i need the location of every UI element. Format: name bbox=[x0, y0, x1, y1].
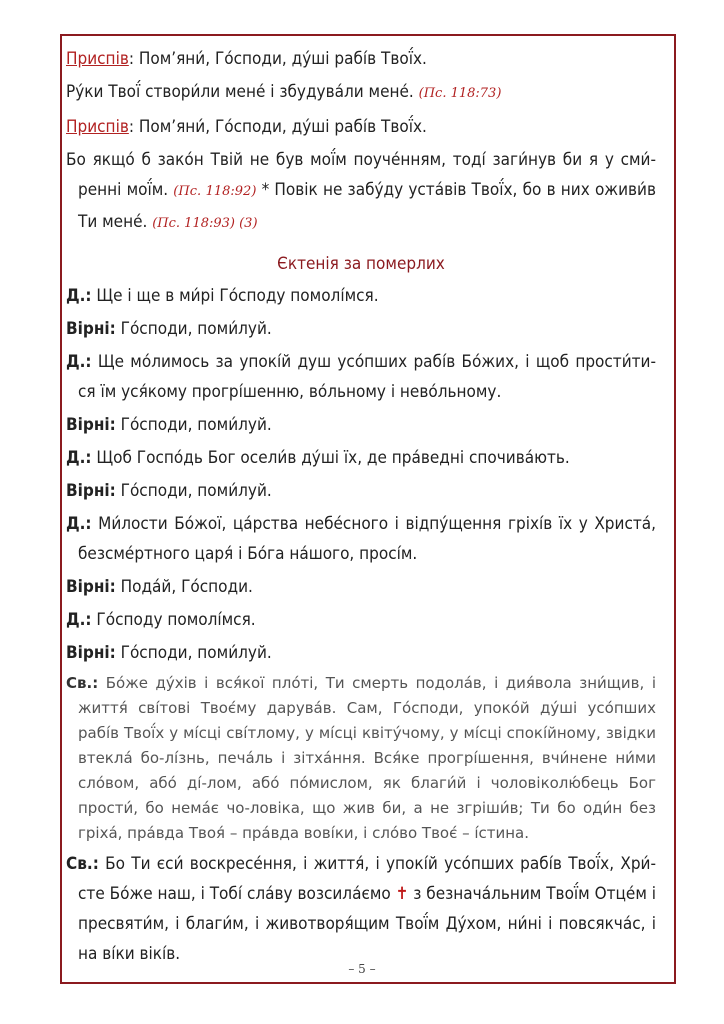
refrain-label: Приспів bbox=[66, 117, 129, 137]
prayer-text: Бо́же ду́хів і вся́кої пло́ті, Ти смерть подола́в, і дия́вола зни́щив, і життя́ сві́тові Твоє́му дарува́в. Сам, Го́споди, упоко́й ду́ші усо́пших рабі́в Твої́х у мі́сці сві́тлому, у мі́сці квіту́чому, у мі́сці спокі́йному, звідки втекла́ бо-лі́знь, печа́ль і зітха́ння. Вся́ке прогрі́шення, вчи́нене ни́ми сло́вом, або́ ді́-лом, або́ по́мислом, як благи́й і чоловіколю́бець Бог прости́, бо нема́є чо-ловіка, що жив би, а не згріши́в; Ти бо оди́н без гріха́, пра́вда Твоя́ – пра́вда вові́ки, і сло́во Твоє́ – і́стина. bbox=[78, 674, 656, 842]
speaker-label: Св.: bbox=[66, 854, 99, 874]
speaker-label: Вірні: bbox=[66, 643, 116, 663]
prayer-text: з безнача́льним Твої́м Отце́м і пресвяти́м, і благи́м, і животворя́щим Твої́м Ду́хом, ни́ні і повсякча́с, і на ві́ки вікі́в. bbox=[78, 884, 656, 964]
litany-line bbox=[66, 443, 656, 473]
litany-text: Го́споди, поми́луй. bbox=[115, 319, 272, 339]
verse-text: Бо якщо́ б зако́н Твій не був мої́м поуче́нням, тоді́ заги́нув би я у сми́-ренні мої́м. bbox=[66, 150, 656, 200]
litany-line bbox=[66, 476, 656, 506]
speaker-label: Вірні: bbox=[66, 577, 116, 597]
litany-text: Ще і ще в ми́рі Го́споду помолі́мся. bbox=[91, 286, 379, 306]
litany-text: Го́споди, поми́луй. bbox=[115, 643, 272, 663]
page-content bbox=[66, 44, 656, 972]
litany-text: Щоб Госпо́дь Бог осели́в ду́ші їх, де пра́ведні спочива́ють. bbox=[91, 448, 570, 468]
speaker-label: Вірні: bbox=[66, 481, 116, 501]
litany-text: Ще мо́лимось за упокі́й душ усо́пших рабі́в Бо́жих, і щоб прости́ти-ся їм уся́кому прогрі́шенню, во́льному і нево́льному. bbox=[78, 352, 656, 402]
verse-reference: (Пс. 118:93) (3) bbox=[152, 216, 258, 231]
page-number: – 5 – bbox=[348, 962, 376, 976]
verse-1 bbox=[66, 77, 656, 109]
speaker-label: Д.: bbox=[66, 514, 92, 534]
verse-reference: (Пс. 118:73) bbox=[418, 86, 502, 101]
speaker-label: Вірні: bbox=[66, 415, 116, 435]
refrain-text: : Пом’яни́, Го́споди, ду́ші рабі́в Твої́х. bbox=[128, 117, 427, 137]
exclamation-prayer bbox=[66, 849, 656, 969]
speaker-label: Д.: bbox=[66, 286, 92, 306]
litany-line bbox=[66, 509, 656, 569]
speaker-label: Д.: bbox=[66, 610, 92, 630]
litany-line bbox=[66, 281, 656, 311]
verse-reference: (Пс. 118:92) bbox=[173, 184, 257, 199]
section-heading: Єктенія за померлих bbox=[277, 254, 445, 274]
litany-line bbox=[66, 638, 656, 668]
speaker-label: Вірні: bbox=[66, 319, 116, 339]
litany-text: Ми́лости Бо́жої, ца́рства небе́сного і відпу́щення гріхі́в їх у Христа́, безсме́ртного царя́ і Бо́га на́шого, просі́м. bbox=[78, 514, 656, 564]
speaker-label: Д.: bbox=[66, 448, 92, 468]
litany bbox=[66, 281, 656, 668]
cross-icon: ✝ bbox=[395, 884, 409, 904]
litany-text: Го́споди, поми́луй. bbox=[115, 415, 272, 435]
litany-line bbox=[66, 410, 656, 440]
refrain-label: Приспів bbox=[66, 49, 129, 69]
verse-text: Ру́ки Твої́ створи́ли мене́ і збудува́ли мене́. bbox=[66, 82, 419, 102]
litany-text: Го́споду помолі́мся. bbox=[91, 610, 256, 630]
litany-line bbox=[66, 605, 656, 635]
refrain-1 bbox=[66, 44, 656, 74]
litany-text: Го́споди, поми́луй. bbox=[115, 481, 272, 501]
speaker-label: Св.: bbox=[66, 674, 99, 692]
litany-text: Пода́й, Го́споди. bbox=[115, 577, 253, 597]
speaker-label: Д.: bbox=[66, 352, 92, 372]
litany-line bbox=[66, 314, 656, 344]
verse-2 bbox=[66, 145, 656, 239]
quiet-prayer bbox=[66, 671, 656, 846]
litany-line bbox=[66, 347, 656, 407]
refrain-2 bbox=[66, 112, 656, 142]
litany-line bbox=[66, 572, 656, 602]
verse-text: * Повік не забу́ду уста́вів Твої́х, бо в них оживи́в Ти мене́. bbox=[78, 180, 656, 232]
prayer-text: Бо Ти єси́ воскресе́ння, і життя́, і упокі́й усо́пших рабі́в Твої́х, Хри́-сте Бо́же наш, і Тобі́ сла́ву возсила́ємо bbox=[78, 854, 656, 904]
refrain-text: : Пом’яни́, Го́споди, ду́ші рабі́в Твої́х. bbox=[128, 49, 427, 69]
